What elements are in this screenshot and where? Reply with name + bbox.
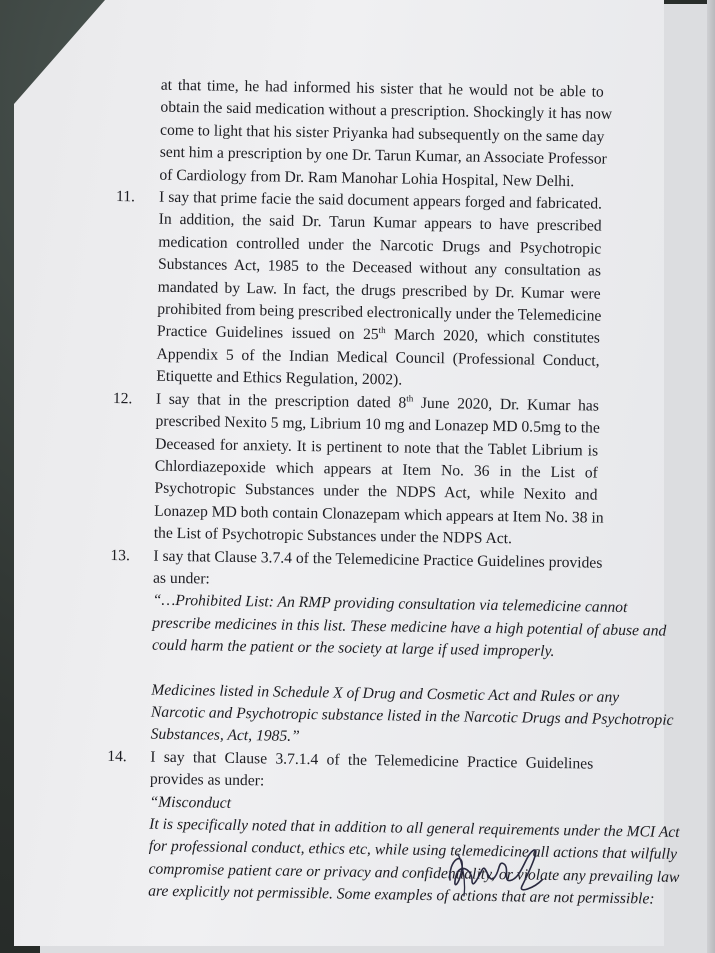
paragraph-number: 12.	[112, 389, 133, 407]
quote-line: “Misconduct	[149, 793, 232, 812]
quote-line: “…Prohibited List: An RMP providing consultation via telemedicine cannot	[152, 591, 628, 617]
text-line: Deceased for anxiety. It is pertinent to note that the Tablet Librium is	[155, 435, 599, 460]
text-line: obtain the said medication without a prescription. Shockingly it has now	[160, 99, 613, 124]
quote-line: Medicines listed in Schedule X of Drug and Cosmetic Act and Rules or any	[151, 681, 620, 706]
text-line: sent him a prescription by one Dr. Tarun Kumar, an Associate Professor	[159, 143, 607, 168]
text-line: mandated by Law. In fact, the drugs prescribed by Dr. Kumar were	[157, 278, 601, 303]
quote-line: are explicitly not permissible. Some examples of actions that are not permissible:	[148, 882, 655, 908]
paragraph-number: 11.	[115, 188, 136, 206]
text-line: Psychotropic Substances under the NDPS Act, while Nexito and	[154, 479, 598, 504]
text-span: March 2020, which constitutes	[385, 326, 601, 348]
text-span: Practice Guidelines issued on 25	[156, 323, 379, 344]
paragraph-13	[107, 544, 674, 753]
text-span: I say that Clause 3.7.4 of the Telemedicine Practice Guidelines provides	[153, 547, 603, 572]
text-line: Substances Act, 1985 to the Deceased without any consultation as	[157, 255, 602, 280]
handwritten-signature	[442, 840, 552, 900]
quote-line: Substances, Act, 1985.”	[150, 725, 300, 746]
text-span: I say that prime facie the said document appears forged and fabricated.	[158, 188, 603, 213]
quote-line: could harm the patient or the society at large if used improperly.	[151, 636, 555, 661]
document-body	[105, 74, 680, 910]
text-line: provides as under:	[149, 770, 265, 790]
page-edge	[707, 0, 715, 953]
paragraph-number: 14.	[107, 747, 127, 766]
paragraph-12	[111, 388, 604, 552]
text-line: of Cardiology from Dr. Ram Manohar Lohia Hospital, New Delhi.	[159, 166, 575, 190]
superscript: th	[378, 325, 386, 336]
text-line: at that time, he had informed his sister that he would not be able to	[160, 76, 604, 101]
paragraph-11	[113, 186, 602, 395]
text-span: I say that Clause 3.7.1.4 of the Telemedicine Practice Guidelines	[150, 748, 594, 773]
text-span: June 2020, Dr. Kumar has	[413, 394, 599, 415]
text-span: I say that in the prescription dated 8	[155, 390, 407, 412]
quote-line: It is specifically noted that in addition to all general requirements under the MCI Act	[149, 815, 680, 841]
quote-line: for professional conduct, ethics etc, while using telemedicine all actions that wilfully	[148, 837, 678, 864]
text-line: Appendix 5 of the Indian Medical Council (Professional Conduct,	[156, 345, 600, 370]
quote-line: prescribe medicines in this list. These medicine have a high potential of abuse and	[152, 614, 667, 640]
text-line: Chlordiazepoxide which appears at Item No. 36 in the List of	[154, 457, 598, 482]
text-line: medication controlled under the Narcotic Drugs and Psychotropic	[158, 233, 602, 258]
quote-line: Narcotic and Psychotropic substance listed in the Narcotic Drugs and Psychotropic	[150, 703, 674, 729]
superscript: th	[406, 393, 414, 404]
text-line: In addition, the said Dr. Tarun Kumar appears to have prescribed	[158, 211, 602, 236]
text-line: as under:	[152, 569, 210, 588]
text-line: come to light that his sister Priyanka had subsequently on the same day	[159, 121, 605, 146]
text-line: prescribed Nexito 5 mg, Librium 10 mg and Lonazep MD 0.5mg to the	[155, 412, 600, 437]
paragraph-10-continuation	[116, 74, 613, 194]
quote-line: compromise patient care or privacy and confidentiality, or violate any prevailing law	[148, 860, 680, 886]
paragraph-number: 13.	[110, 546, 131, 564]
text-line: prohibited from being prescribed electronically under the Telemedicine	[157, 300, 602, 325]
text-line: the List of Psychotropic Substances under the NDPS Act.	[153, 524, 513, 548]
text-line: Lonazep MD both contain Clonazepam which appears at Item No. 38 in	[154, 502, 604, 527]
text-line: Etiquette and Ethics Regulation, 2002).	[156, 367, 403, 389]
